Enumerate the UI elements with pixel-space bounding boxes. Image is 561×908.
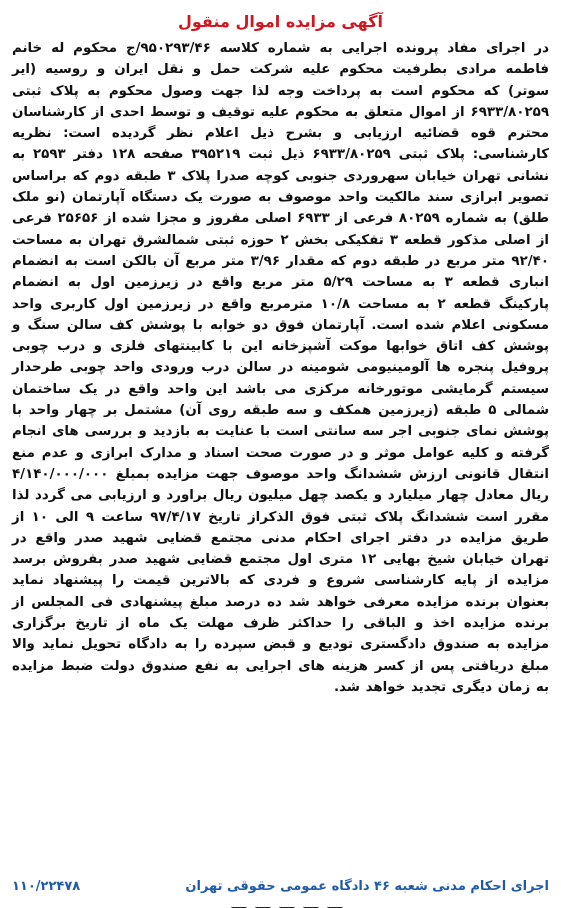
legal-notice bbox=[6, 0, 555, 908]
notice-footer bbox=[12, 874, 549, 898]
notice-title: آگهی مزایده اموال منقول bbox=[178, 12, 383, 31]
issuer-signature: اجرای احکام مدنی شعبه ۴۶ دادگاه عمومی حقوقی تهران bbox=[185, 878, 549, 894]
notice-body: در اجرای مفاد پرونده اجرایی به شماره کلاسه ۹۵۰۲۹۳/۴۶/ج محکوم له خانم فاطمه مرادی بطرفیت محکوم علیه شرکت حمل و نقل ایران و روسیه (ایر سوتر) که محکوم است به پرداخت وجه لذا جهت وصول محکوم به پلاک ثبتی ۶۹۳۳/۸۰۲۵۹ از اموال متعلق به محکوم علیه توقیف و توسط احدی از کارشناسان محترم قوه قضائیه ارزیابی و بشرح ذیل اعلام نظر گردیده است: نظریه کارشناسی: پلاک ثبتی ۶۹۳۳/۸۰۲۵۹ ذیل ثبت ۳۹۵۲۱۹ صفحه ۱۲۸ دفتر ۲۵۹۳ به نشانی تهران خیابان سهروردی جنوبی کوچه صدرا پلاک ۳ طبقه دوم که براساس تصویر ابرازی سند مالکیت واحد موصوف به صورت یک دستگاه آپارتمان (نو ملک طلق) به شماره ۸۰۲۵۹ فرعی از ۶۹۳۳ اصلی مفروز و مجزا شده از ۲۵۶۵۶ فرعی از اصلی مذکور قطعه ۳ تفکیکی بخش ۲ حوزه ثبتی شمالشرق تهران به مساحت ۹۲/۴۰ متر مربع در طبقه دوم که مقدار ۳/۹۶ متر مربع آن بالکن است به انضمام انباری قطعه ۳ به مساحت ۵/۲۹ متر مربع واقع در زیرزمین اول به انضمام پارکینگ قطعه ۲ به مساحت ۱۰/۸ مترمربع واقع در زیرزمین اول کاربری واحد مسکونی اعلام شده است. آپارتمان فوق دو خوابه با پوشش کف سالن سنگ و پوشش کف اتاق خوابها موکت آشپزخانه این با کابینتهای فلزی و درب چوبی پروفیل پنجره ها آلومینیومی شومینه در سالن درب ورودی واحد چوبی طرحدار سیستم گرمایشی موتورخانه مرکزی می باشد این واحد واقع در یک ساختمان شمالی ۵ طبقه (زیرزمین همکف و سه طبقه روی آن) مشتمل بر چهار واحد با پوشش نمای جنوبی اجر سه سانتی است با عنایت به بازدید و بررسی های انجام گرفته و کلیه عوامل موثر و در صورت صحت اسناد و مدارک ابرازی و عدم منع انتقال قانونی ارزش ششدانگ واحد موصوف جهت مزایده بمبلغ ۴/۱۴۰/۰۰۰/۰۰۰ ریال معادل چهار میلیارد و یکصد چهل میلیون ریال براورد و ارزیابی می گردد لذا مقرر است ششدانگ پلاک ثبتی فوق الذکراز تاریخ ۹۷/۴/۱۷ ساعت ۹ الی ۱۰ از طریق مزایده در دفتر اجرای احکام مدنی مجتمع قضایی شهید صدر واقع در تهران خیابان شیخ بهایی ۱۲ متری اول مجتمع قضایی شهید صدر بفروش برسد مزایده از پایه کارشناسی شروع و فردی که بالاترین قیمت را پیشنهاد نماید بعنوان برنده مزایده معرفی خواهد شد ده درصد مبلغ پیشنهادی فی المجلس از برنده مزایده اخذ و الباقی را حداکثر ظرف مهلت یک ماه از تاریخ برگزاری مزایده به صندوق دادگستری تودیع و قبض سپرده را به دادگاه تحویل نماید والا مبلغ دریافتی پس از کسر هزینه های اجرایی به نفع صندوق دولت ضبط مزایده به زمان دیگری تجدید خواهد شد. bbox=[12, 41, 550, 695]
notice-code: ۱۱۰/۲۲۴۷۸ bbox=[12, 878, 81, 894]
cut-off-text-remnant bbox=[210, 900, 350, 908]
